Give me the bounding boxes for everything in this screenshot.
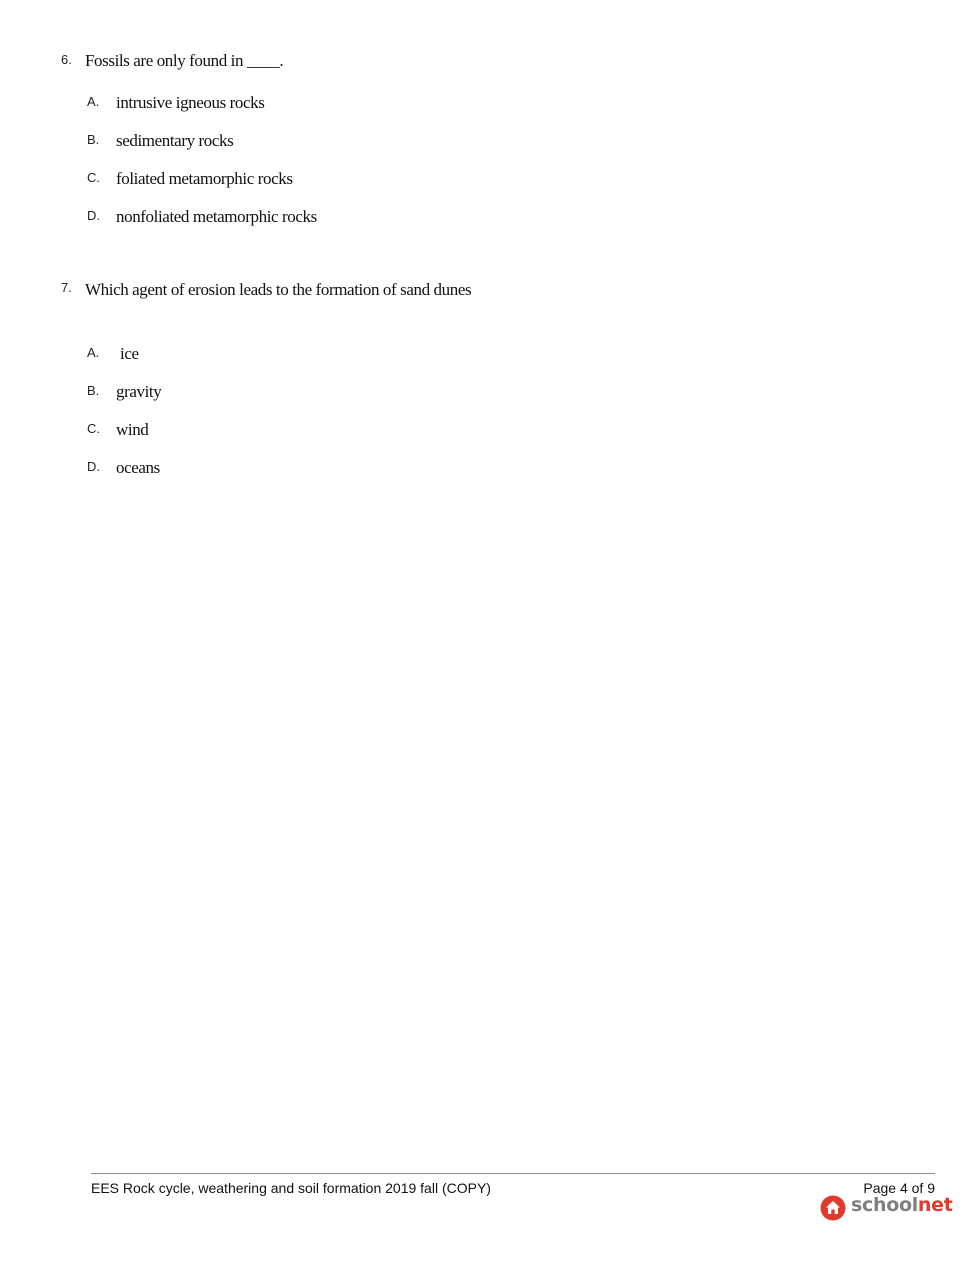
logo-wordmark-school: school bbox=[851, 1194, 918, 1216]
choice-letter: D. bbox=[87, 208, 100, 223]
choice-text: ice bbox=[120, 344, 139, 363]
choice-text: wind bbox=[116, 420, 149, 439]
choice-letter: A. bbox=[87, 345, 100, 360]
choice-letter: C. bbox=[87, 170, 100, 185]
choice-c bbox=[0, 421, 600, 445]
footer-page-number: Page 4 of 9 bbox=[863, 1180, 935, 1196]
choice-letter: B. bbox=[87, 132, 100, 147]
choice-b bbox=[0, 132, 600, 156]
choice-letter: B. bbox=[87, 383, 100, 398]
choice-text: foliated metamorphic rocks bbox=[116, 169, 293, 188]
choice-a bbox=[0, 94, 600, 118]
footer-document-title: EES Rock cycle, weathering and soil formation 2019 fall (COPY) bbox=[91, 1180, 491, 1196]
choice-a bbox=[0, 345, 600, 369]
choice-text: gravity bbox=[116, 382, 162, 401]
logo-wordmark bbox=[851, 1194, 953, 1216]
choice-text: nonfoliated metamorphic rocks bbox=[116, 207, 317, 226]
choice-d bbox=[0, 208, 600, 232]
choice-text: intrusive igneous rocks bbox=[116, 93, 265, 112]
logo-wordmark-net: net bbox=[917, 1194, 953, 1216]
question-text: Fossils are only found in ____. bbox=[85, 51, 284, 70]
choice-c bbox=[0, 170, 600, 194]
choice-d bbox=[0, 459, 600, 483]
choice-text: sedimentary rocks bbox=[116, 131, 234, 150]
choice-letter: A. bbox=[87, 94, 100, 109]
question-number: 7. bbox=[61, 280, 72, 295]
house-icon bbox=[820, 1195, 846, 1221]
footer-divider bbox=[91, 1173, 935, 1174]
choice-letter: C. bbox=[87, 421, 100, 436]
choice-letter: D. bbox=[87, 459, 100, 474]
schoolnet-logo bbox=[820, 1194, 953, 1222]
choice-b bbox=[0, 383, 600, 407]
choice-text: oceans bbox=[116, 458, 160, 477]
question-number: 6. bbox=[61, 52, 72, 67]
question-text: Which agent of erosion leads to the formation of sand dunes bbox=[85, 280, 472, 299]
